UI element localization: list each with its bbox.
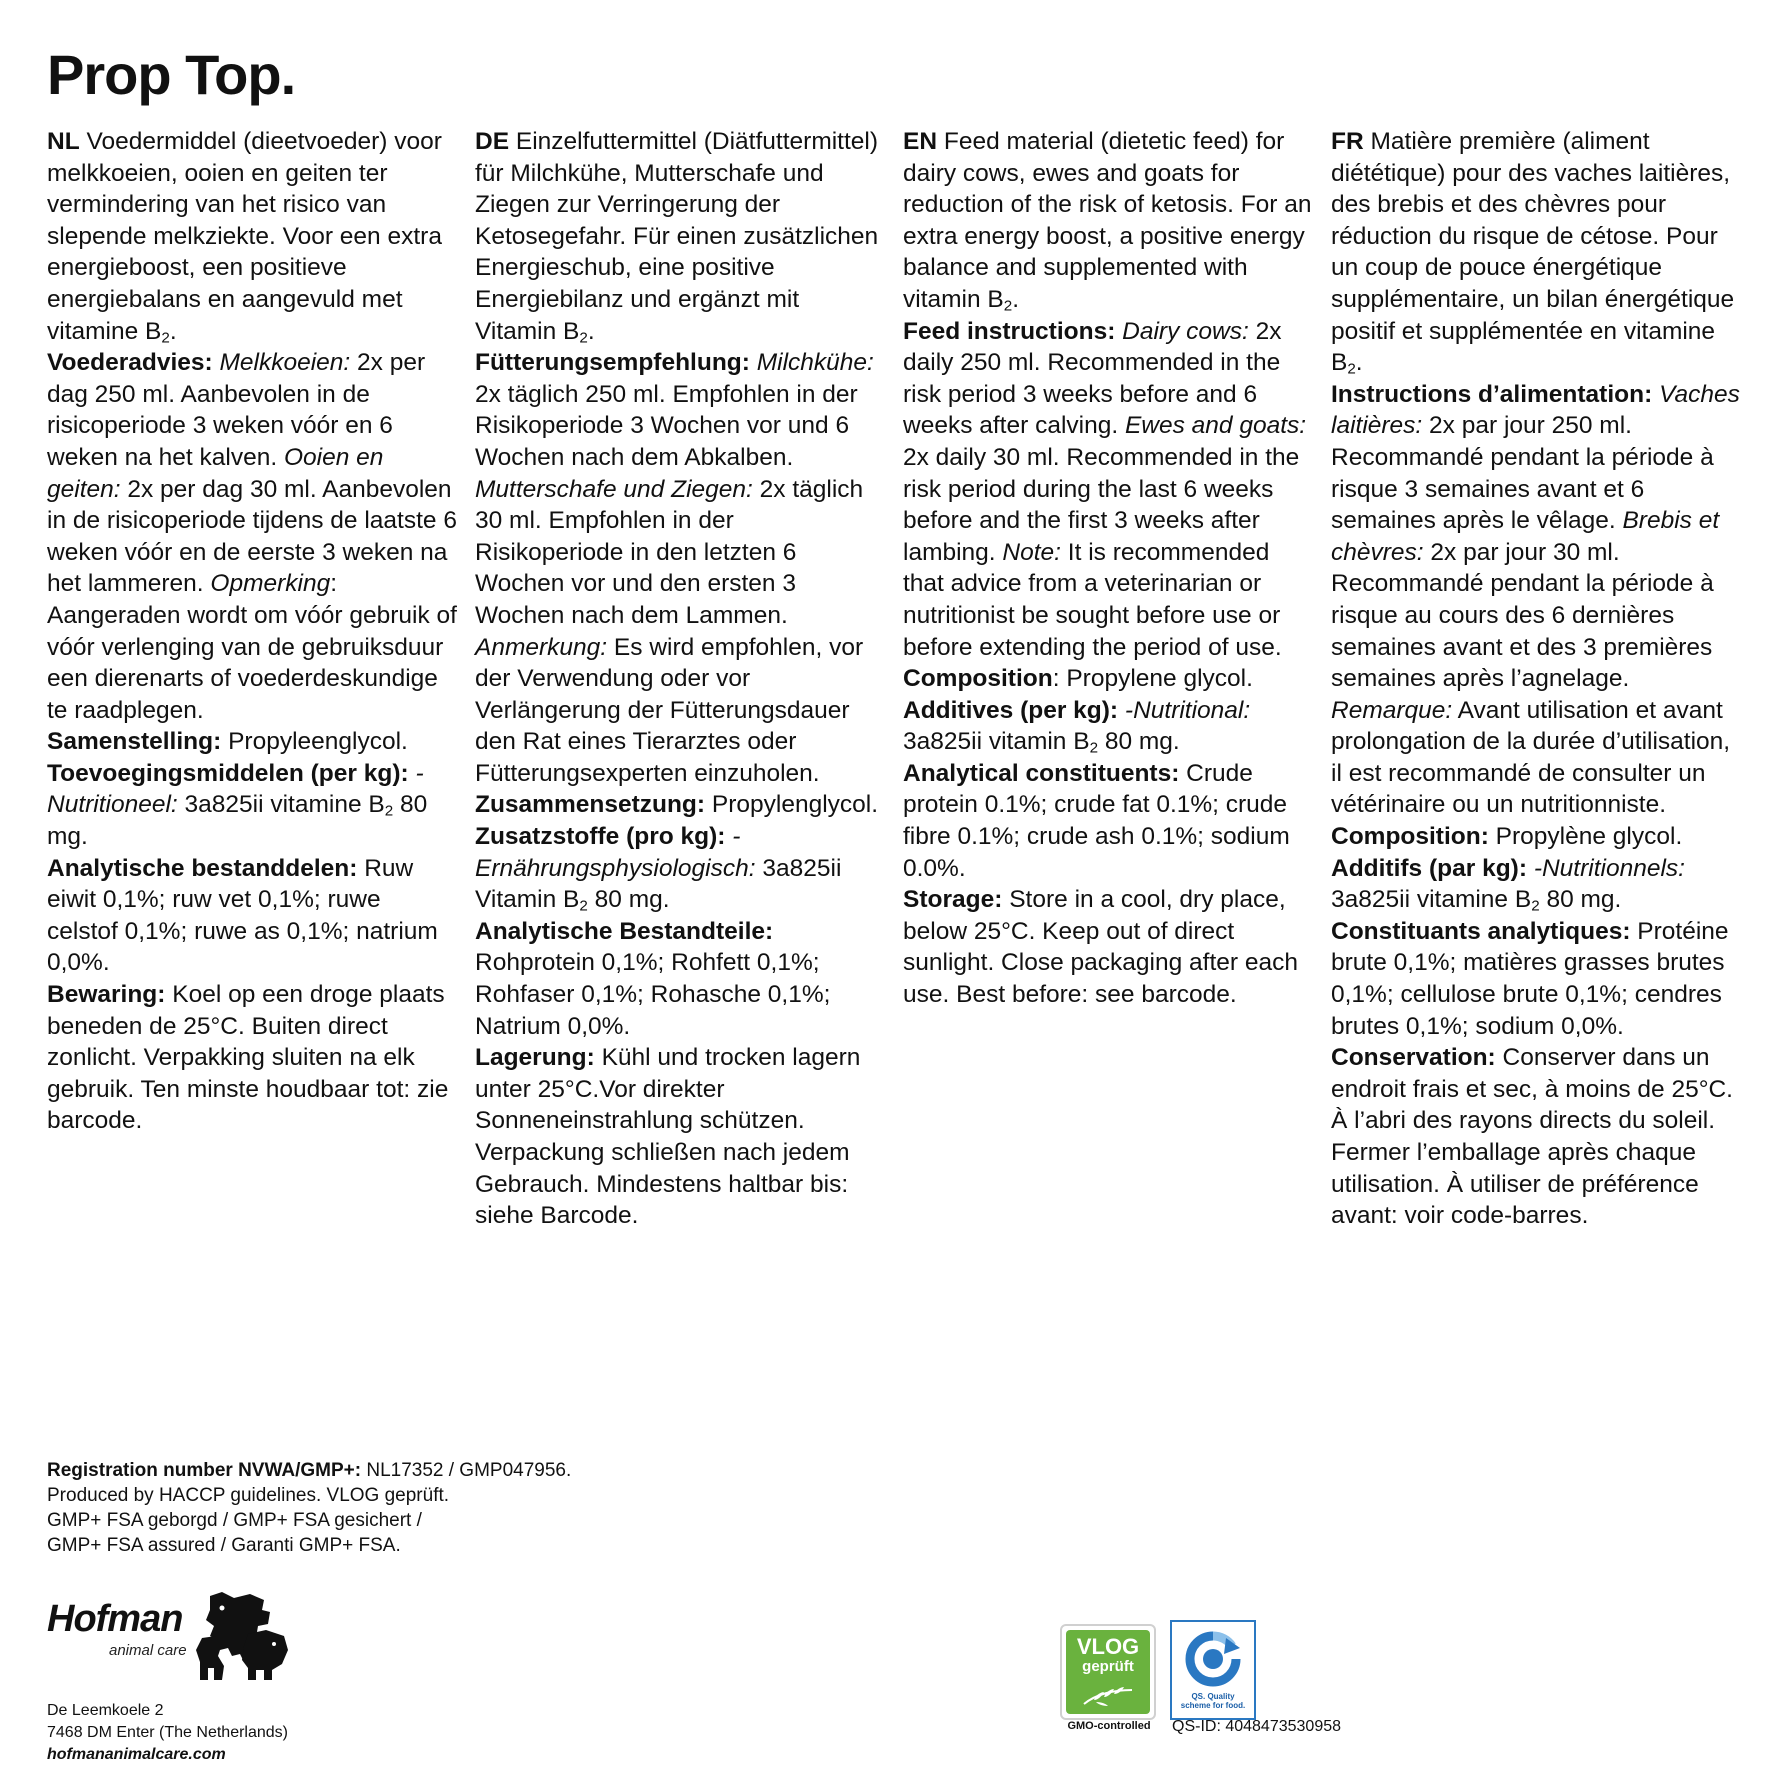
ewes-text: 2x täglich 30 ml. Empfohlen in der Risikoperiode in den letzten 6 Wochen vor und den ersten 3 Wochen nach dem Lammen. [475,475,864,629]
analytical-text: Ruw eiwit 0,1%; ruw vet 0,1%; ruwe celstof 0,1%; ruwe as 0,1%; natrium 0,0%. [47,854,438,977]
cows-label: Milchkühe: [756,349,874,377]
analytical-paragraph [903,758,1313,884]
composition-paragraph [1331,821,1741,853]
advice-paragraph [47,347,457,726]
hofman-logo [47,1590,287,1680]
analytical-label: Analytical constituents: [903,759,1180,787]
qs-tagline-1: QS. Quality [1191,1692,1235,1701]
subscript: 2 [1531,897,1540,915]
address-street: De Leemkoele 2 [47,1702,164,1719]
additives-type: -Nutritionnels: [1533,854,1685,882]
qs-badge [1170,1620,1256,1720]
analytical-paragraph [1331,916,1741,1042]
column-en [903,126,1313,1011]
gmp-line-1: GMP+ FSA geborgd / GMP+ FSA gesichert / [47,1510,422,1531]
cows-label: Vaches laitières: [1331,380,1740,440]
intro-text: Voedermiddel (dieetvoeder) voor melkkoeien, ooien en geiten ter vermindering van het risico van slepende melkziekte. Voor een extra energieboost, een positieve energiebalans en aangevuld met vitamine B [47,128,442,345]
note-text: : Aangeraden wordt om vóór gebruik of vóór verlenging van de gebruiksduur een dierenarts of voederdeskundige te raadplegen. [47,570,457,724]
intro-paragraph [1331,126,1741,379]
composition-paragraph [475,789,885,821]
subscript: 2 [384,802,394,820]
note-text: It is recommended that advice from a veterinarian or nutritionist be sought before use or before extending the period of use. [903,538,1282,661]
wheat-leaf-icon [1080,1686,1136,1708]
ewes-text: 2x daily 30 ml. Recommended in the risk period during the last 6 weeks before and the first 3 weeks after lambing. [903,443,1300,566]
storage-paragraph [47,979,457,1137]
analytical-paragraph [47,853,457,979]
additives-label: Additifs (par kg): [1331,854,1527,882]
cow-sheep-silhouette-icon [192,1590,292,1680]
logo-subline: animal care [109,1642,187,1659]
note-text: Avant utilisation et avant prolongation de la durée d’utilisation, il est recommandé de consulter un vétérinaire ou un nutritionniste. [1331,696,1731,819]
intro-paragraph [475,126,885,347]
lang-code: NL [47,128,80,155]
storage-text: Kühl und trocken lagern unter 25°C.Vor direkter Sonneneinstrahlung schützen. Verpackung schließen nach jedem Gebrauch. Mindestens haltbar bis: siehe Barcode. [475,1044,861,1230]
language-columns [47,126,1740,1446]
additives-label: Zusatzstoffe (pro kg): [475,823,726,851]
lang-code: DE [475,128,510,155]
advice-paragraph [475,347,885,789]
additives-paragraph [475,821,885,916]
additives-type: -Nutritioneel: [47,759,424,819]
registration-value: NL17352 / GMP047956. [361,1460,572,1481]
storage-label: Bewaring: [47,981,166,1009]
composition-text: Propyleenglycol. [221,728,408,756]
analytical-label: Analytische bestanddelen: [47,854,358,882]
gmp-line-2: GMP+ FSA assured / Garanti GMP+ FSA. [47,1535,401,1556]
analytical-text: Crude protein 0.1%; crude fat 0.1%; crude fibre 0.1%; crude ash 0.1%; sodium 0.0%. [903,759,1290,882]
ewes-text: 2x par jour 30 ml. Recommandé pendant la période à risque au cours des 6 dernières semaines avant et des 3 premières semaines après l’agnelage. [1331,538,1714,693]
note-label: Remarque: [1331,696,1453,724]
storage-paragraph [903,884,1313,1010]
registration-line [47,1458,847,1483]
additives-paragraph [1331,853,1741,916]
composition-label: Composition: [1331,823,1489,851]
additives-text: 3a825ii Vitamin B [475,854,842,914]
advice-label: Fütterungsempfehlung: [475,349,750,377]
vlog-badge [1060,1624,1156,1720]
subscript: 2 [1347,360,1356,378]
composition-text: : Propylene glycol. [1052,665,1253,693]
note-label: Note: [1002,538,1061,566]
additives-label: Additives (per kg): [903,696,1119,724]
vlog-title: VLOG [1076,1634,1140,1659]
qs-tagline-2: scheme for food. [1180,1701,1246,1710]
composition-label: Composition [903,665,1053,693]
address-city: 7468 DM Enter (The Netherlands) [47,1724,288,1741]
storage-text: Conserver dans un endroit frais et sec, à moins de 25°C. À l’abri des rayons directs du soleil. Fermer l’emballage après chaque utilisation. À utiliser de préférence avant: voir code-barres. [1331,1044,1733,1230]
lang-code: FR [1331,128,1364,155]
product-title: Prop Top. [47,43,296,106]
intro-end: . [1355,349,1363,377]
note-label: Anmerkung: [475,633,608,661]
additives-end: 80 mg. [47,791,428,851]
advice-label: Voederadvies: [47,349,213,377]
additives-end: 80 mg. [1539,886,1622,914]
additives-paragraph [47,758,457,853]
cows-label: Dairy cows: [1122,317,1249,345]
cows-text: 2x daily 250 ml. Recommended in the risk period 3 weeks before and 6 weeks after calving. [903,317,1282,440]
storage-label: Conservation: [1331,1044,1496,1072]
intro-end: . [587,317,595,345]
column-de [475,126,885,1232]
advice-label: Instructions d’alimentation: [1331,380,1653,408]
cows-label: Melkkoeien: [219,349,351,377]
column-nl [47,126,457,1137]
subscript: 2 [579,897,588,915]
subscript: 2 [1003,297,1013,315]
haccp-line: Produced by HACCP guidelines. VLOG geprüft. [47,1485,450,1506]
intro-paragraph [47,126,457,347]
note-label: Opmerking [210,570,331,598]
gmo-label: GMO-controlled [1067,1720,1151,1732]
advice-label: Feed instructions: [903,317,1116,345]
ewes-label: Mutterschafe und Ziegen: [475,475,753,503]
cows-text: 2x par jour 250 ml. Recommandé pendant la période à risque 3 semaines avant et 6 semaines après le vêlage. [1331,412,1714,535]
website-link[interactable]: hofmananimalcare.com [47,1746,226,1763]
intro-paragraph [903,126,1313,316]
logo-wordmark: Hofman [47,1598,183,1640]
additives-text: 3a825ii vitamine B [1331,886,1532,914]
additives-end: 80 mg. [587,886,670,914]
additives-type: -Ernährungsphysiologisch: [475,823,756,882]
storage-text: Koel op een droge plaats beneden de 25°C. Buiten direct zonlicht. Verpakking sluiten na elk gebruik. Ten minste houdbaar tot: zie barcode. [47,981,449,1135]
qs-circular-arrow-icon [1180,1628,1246,1690]
storage-label: Storage: [903,886,1003,914]
storage-text: Store in a cool, dry place, below 25°C. Keep out of direct sunlight. Close packaging after each use. Best before: see barcode. [903,886,1298,1009]
advice-paragraph [1331,379,1741,821]
composition-paragraph [47,726,457,758]
intro-end: . [169,317,177,345]
composition-text: Propylène glycol. [1488,823,1683,851]
storage-paragraph [475,1042,885,1232]
analytical-text: Rohprotein 0,1%; Rohfett 0,1%; Rohfaser 0,1%; Rohasche 0,1%; Natrium 0,0%. [475,949,831,1040]
intro-text: Feed material (dietetic feed) for dairy cows, ewes and goats for reduction of the risk of ketosis. For an extra energy boost, a positive energy balance and supplemented with vitamin B [903,128,1312,313]
additives-text: 3a825ii vitamine B [177,791,385,819]
additives-label: Toevoegingsmiddelen (per kg): [47,759,409,787]
intro-end: . [1012,285,1020,313]
ewes-label: Ooien en geiten: [47,443,384,503]
cows-text: 2x per dag 250 ml. Aanbevolen in de risicoperiode 3 weken vóór en 6 weken na het kalven. [47,349,426,471]
registration-label: Registration number NVWA/GMP+: [47,1460,362,1481]
analytical-label: Constituants analytiques: [1331,917,1631,945]
cows-text: 2x täglich 250 ml. Empfohlen in der Risikoperiode 3 Wochen vor und 6 Wochen nach dem Abkalben. [475,380,858,471]
subscript: 2 [1089,739,1099,757]
composition-label: Zusammensetzung: [475,791,706,819]
vlog-badge-inner [1066,1630,1150,1714]
analytical-label: Analytische Bestandteile: [475,917,774,945]
composition-label: Samenstelling: [47,728,222,756]
composition-paragraph [903,663,1313,695]
subscript: 2 [161,328,170,346]
storage-label: Lagerung: [475,1044,595,1072]
additives-paragraph [903,695,1313,758]
analytical-text: Protéine brute 0,1%; matières grasses brutes 0,1%; cellulose brute 0,1%; cendres brutes 0,1%; sodium 0,0%. [1331,917,1729,1040]
registration-info [47,1458,847,1558]
subscript: 2 [579,328,588,346]
additives-type: -Nutritional: [1124,696,1251,724]
vlog-subtitle: geprüft [1082,1658,1134,1675]
analytical-paragraph [475,916,885,1042]
storage-paragraph [1331,1042,1741,1232]
company-address [47,1700,288,1766]
intro-text: Einzelfuttermittel (Diätfuttermittel) für Milchkühe, Mutterschafe und Ziegen zur Verringerung der Ketosegefahr. Für einen zusätzlichen Energieschub, eine positive Energiebilanz und ergänzt mit Vitamin B [475,128,879,345]
additives-end: 80 mg. [1098,728,1180,756]
column-fr [1331,126,1741,1232]
ewes-label: Ewes and goats: [1124,412,1307,440]
ewes-text: 2x per dag 30 ml. Aanbevolen in de risicoperiode tijdens de laatste 6 weken vóór en de eerste 3 weken na het lammeren. [47,475,457,598]
additives-text: 3a825ii vitamin B [903,728,1090,756]
composition-text: Propylenglycol. [705,791,879,819]
note-text: Es wird empfohlen, vor der Verwendung oder vor Verlängerung der Fütterungsdauer den Rat eines Tierarztes oder Fütterungsexperten einzuholen. [475,633,864,787]
ewes-label: Brebis et chèvres: [1331,507,1720,566]
lang-code: EN [903,128,938,155]
intro-text: Matière première (aliment diététique) pour des vaches laitières, des brebis et des chèvres pour réduction du risque de cétose. Pour un coup de pouce énergétique supplémentaire, un bilan énergétique positif et supplémentée en vitamine B [1331,128,1735,377]
advice-paragraph [903,316,1313,664]
qs-tagline [1174,1692,1252,1710]
qs-id: QS-ID: 4048473530958 [1172,1718,1342,1735]
